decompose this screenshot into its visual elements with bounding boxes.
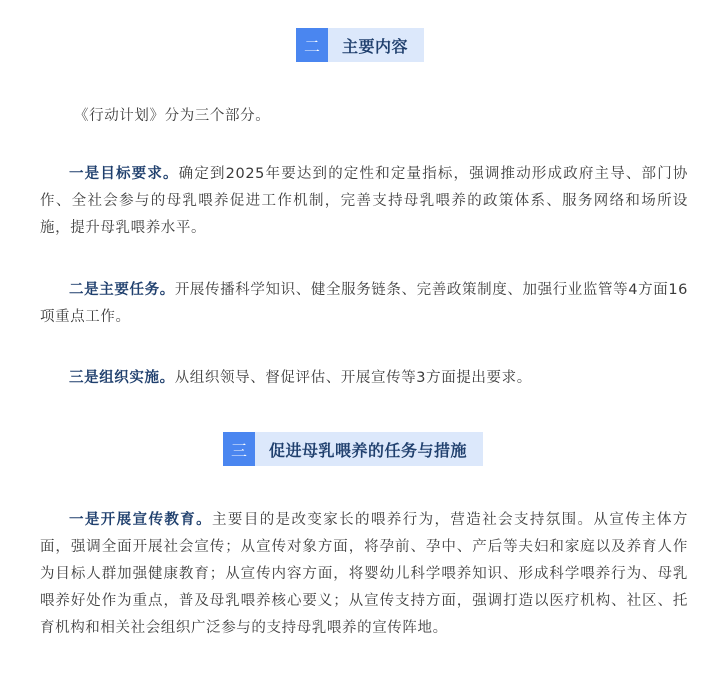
section-title: 主要内容: [328, 28, 424, 62]
part-goals-paragraph: [40, 161, 688, 242]
part-implementation-paragraph: [40, 365, 688, 392]
section-number: 三: [223, 432, 255, 466]
task-education-paragraph: [40, 507, 688, 642]
part-goals-lead: 一是目标要求。: [69, 166, 179, 182]
part-tasks-paragraph: [40, 277, 688, 331]
section-header-tasks-measures: [223, 432, 483, 466]
part-tasks-lead: 二是主要任务。: [69, 282, 175, 298]
section-header-main-content: [296, 28, 424, 62]
intro-text: 《行动计划》分为三个部分。: [74, 108, 271, 124]
intro-paragraph: [74, 103, 688, 130]
part-goals-text: 确定到2025年要达到的定性和定量指标，强调推动形成政府主导、部门协作、全社会参与的母乳喂养促进工作机制，完善支持母乳喂养的政策体系、服务网络和场所设施，提升母乳喂养水平。: [40, 166, 688, 236]
part-implementation-text: 从组织领导、督促评估、开展宣传等3方面提出要求。: [174, 370, 532, 386]
section-title: 促进母乳喂养的任务与措施: [255, 432, 483, 466]
part-tasks-text: 开展传播科学知识、健全服务链条、完善政策制度、加强行业监管等4方面16项重点工作。: [40, 282, 688, 325]
part-implementation-lead: 三是组织实施。: [69, 370, 175, 386]
task-education-lead: 一是开展宣传教育。: [69, 512, 213, 528]
section-number: 二: [296, 28, 328, 62]
task-education-text: 主要目的是改变家长的喂养行为，营造社会支持氛围。从宣传主体方面，强调全面开展社会宣传；从宣传对象方面，将孕前、孕中、产后等夫妇和家庭以及养育人作为目标人群加强健康教育；从宣传内容方面，将婴幼儿科学喂养知识、形成科学喂养行为、母乳喂养好处作为重点，普及母乳喂养核心要义；从宣传支持方面，强调打造以医疗机构、社区、托育机构和相关社会组织广泛参与的支持母乳喂养的宣传阵地。: [40, 512, 688, 636]
